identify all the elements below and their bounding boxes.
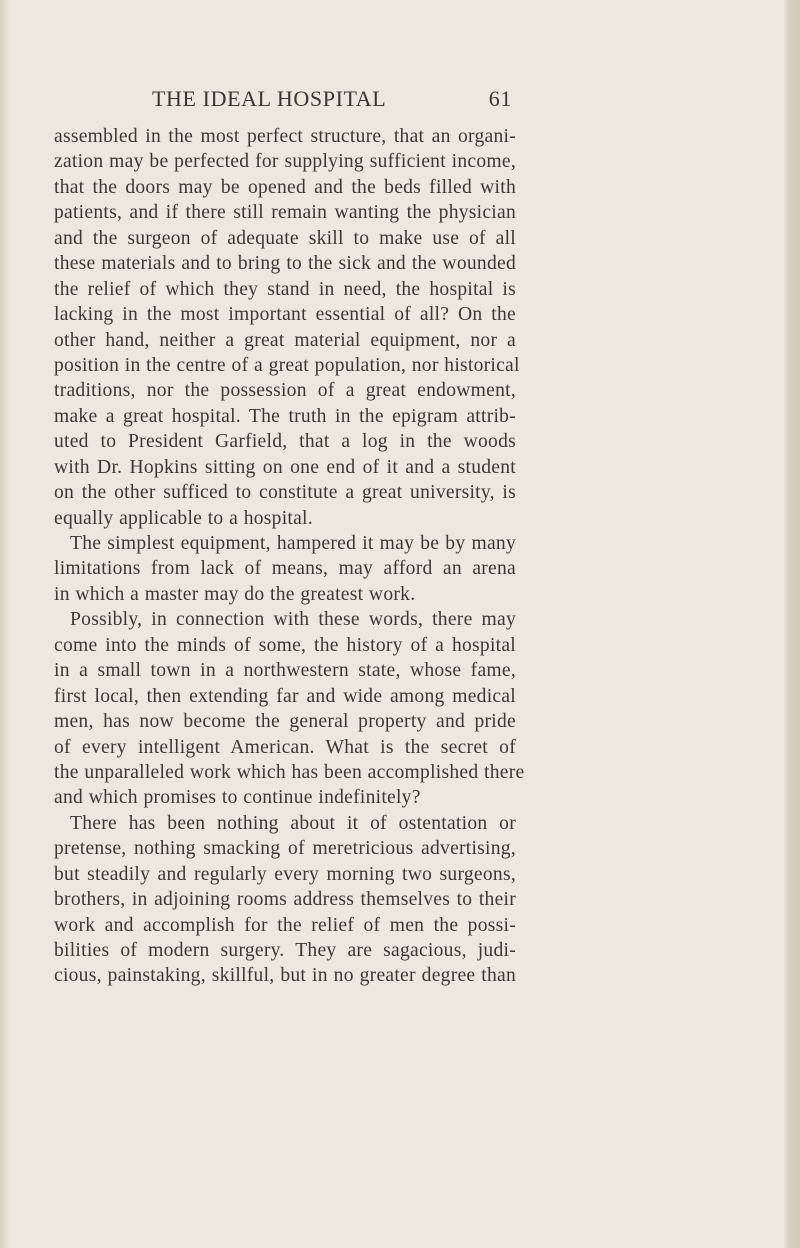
text-line: make a great hospital. The truth in the epigram attrib-	[54, 405, 516, 427]
text-line: limitations from lack of means, may afford an arena	[54, 558, 516, 580]
text-line: and the surgeon of adequate skill to make use of all	[54, 227, 516, 249]
text-line: cious, painstaking, skillful, but in no greater degree than	[54, 965, 516, 987]
running-head	[152, 86, 512, 116]
text-line: that the doors may be opened and the beds filled with	[54, 176, 516, 198]
running-title: THE IDEAL HOSPITAL	[152, 86, 387, 111]
text-line: traditions, nor the possession of a great endowment,	[54, 380, 516, 402]
text-line: the unparalleled work which has been accomplished there	[54, 761, 525, 783]
text-line: other hand, neither a great material equipment, nor a	[54, 329, 516, 351]
text-line: assembled in the most perfect structure, that an organi-	[54, 126, 516, 147]
text-line: pretense, nothing smacking of meretricious advertising,	[54, 838, 516, 860]
text-line: position in the centre of a great population, nor historical	[54, 354, 520, 376]
text-line: and which promises to continue indefinitely?	[54, 787, 421, 809]
text-line: There has been nothing about it of ostentation or	[70, 812, 516, 834]
paragraph-2	[54, 531, 516, 607]
text-line: first local, then extending far and wide among medical	[54, 685, 516, 707]
text-line: on the other sufficed to constitute a great university, is	[54, 482, 516, 504]
text-line: men, has now become the general property and pride	[54, 711, 516, 733]
text-line: come into the minds of some, the history of a hospital	[54, 634, 516, 656]
text-line: The simplest equipment, hampered it may be by many	[70, 533, 516, 554]
text-line: of every intelligent American. What is the secret of	[54, 736, 516, 758]
body-text	[54, 124, 525, 989]
text-line: the relief of which they stand in need, the hospital is	[54, 278, 516, 300]
page-number: 61	[488, 86, 512, 111]
text-line: lacking in the most important essential of all? On the	[54, 304, 516, 326]
text-line: but steadily and regularly every morning two surgeons,	[54, 863, 516, 885]
text-line: in a small town in a northwestern state, whose fame,	[54, 660, 516, 682]
paragraph-1	[54, 124, 520, 531]
text-line: uted to President Garfield, that a log in the woods	[54, 431, 516, 453]
text-line: zation may be perfected for supplying sufficient income,	[54, 151, 516, 173]
text-line: equally applicable to a hospital.	[54, 507, 313, 529]
text-line: bilities of modern surgery. They are sagacious, judi-	[54, 940, 516, 961]
text-line: patients, and if there still remain wanting the physician	[54, 202, 516, 224]
paragraph-3	[54, 607, 525, 811]
paragraph-4	[54, 811, 516, 989]
text-line: Possibly, in connection with these words, there may	[70, 609, 516, 631]
text-line: with Dr. Hopkins sitting on one end of it and a student	[54, 456, 516, 478]
text-line: these materials and to bring to the sick and the wounded	[54, 253, 516, 275]
text-line: brothers, in adjoining rooms address themselves to their	[54, 889, 516, 911]
text-line: in which a master may do the greatest work.	[54, 583, 416, 605]
text-line: work and accomplish for the relief of men the possi-	[54, 914, 516, 936]
